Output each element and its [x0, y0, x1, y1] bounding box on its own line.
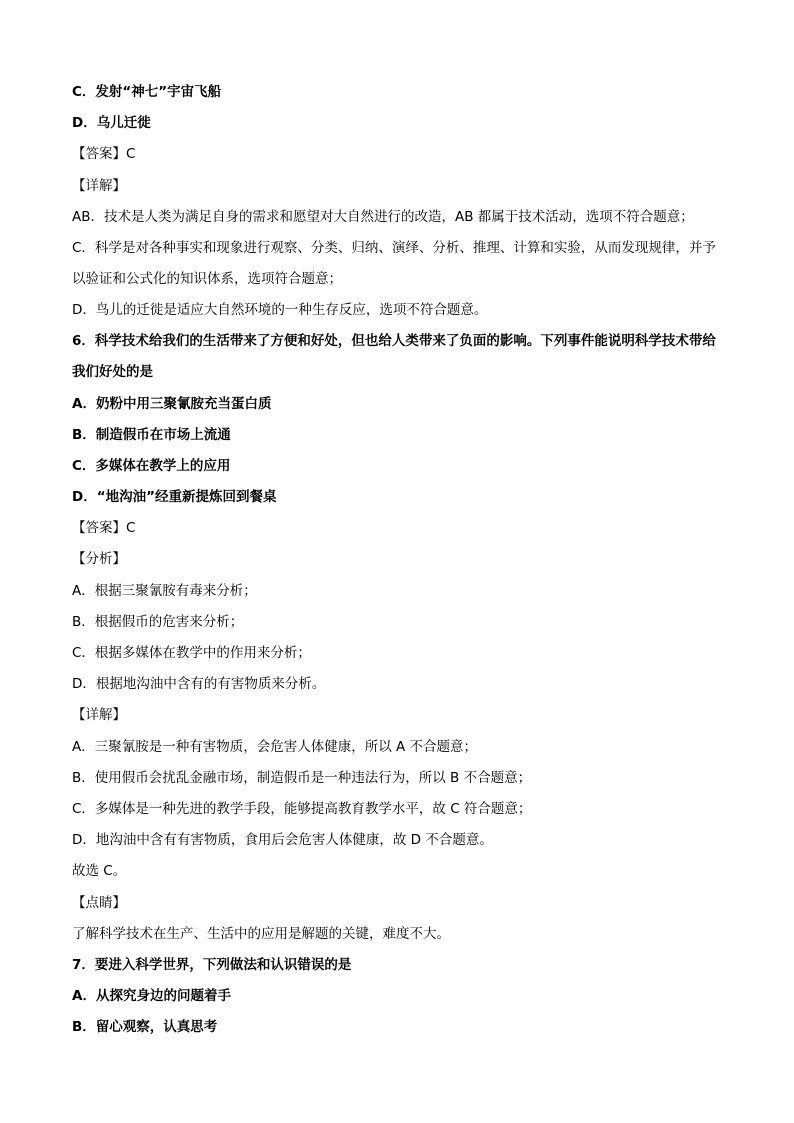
q6-analysis-d: D．根据地沟油中含有的有害物质来分析。 — [72, 676, 326, 692]
q6-detail-label: 【详解】 — [72, 707, 126, 723]
q5-answer: 【答案】C — [72, 146, 136, 162]
q6-option-d: D．“地沟油”经重新提炼回到餐桌 — [72, 489, 277, 505]
q6-analysis-a: A．根据三聚氰胺有毒来分析； — [72, 583, 257, 599]
q6-analysis-b: B．根据假币的危害来分析； — [72, 614, 244, 630]
q6-stem: 6．科学技术给我们的生活带来了方便和好处，但也给人类带来了负面的影响。下列事件能说明科学技术带给我们好处的是 — [72, 333, 716, 380]
q7-option-a: A．从探究身边的问题着手 — [72, 988, 231, 1004]
q6-comment-label: 【点睛】 — [72, 895, 126, 911]
q6-detail-d: D．地沟油中含有有害物质，食用后会危害人体健康，故 D 不合题意。 — [72, 832, 493, 848]
q5-detail-ab: AB．技术是人类为满足自身的需求和愿望对大自然进行的改造，AB 都属于技术活动，选项不符合题意； — [72, 209, 694, 225]
q6-option-b: B．制造假币在市场上流通 — [72, 427, 231, 443]
q6-option-c: C．多媒体在教学上的应用 — [72, 458, 231, 474]
q6-comment: 了解科学技术在生产、生活中的应用是解题的关键，难度不大。 — [72, 926, 450, 942]
q6-detail-c: C．多媒体是一种先进的教学手段，能够提高教育教学水平，故 C 符合题意； — [72, 801, 532, 817]
q5-detail-d: D．鸟儿的迁徙是适应大自然环境的一种生存反应，选项不符合题意。 — [72, 302, 488, 318]
q6-answer: 【答案】C — [72, 520, 136, 536]
q6-analysis-c: C．根据多媒体在教学中的作用来分析； — [72, 645, 311, 661]
q5-option-c: C．发射“神七”宇宙飞船 — [72, 84, 222, 100]
q7-stem: 7．要进入科学世界，下列做法和认识错误的是 — [72, 957, 352, 973]
q6-option-a: A．奶粉中用三聚氰胺充当蛋白质 — [72, 396, 272, 412]
q6-conclusion: 故选 C。 — [72, 863, 127, 879]
q6-detail-b: B．使用假币会扰乱金融市场，制造假币是一种违法行为，所以 B 不合题意； — [72, 770, 532, 786]
q6-detail-a: A．三聚氰胺是一种有害物质，会危害人体健康，所以 A 不合题意； — [72, 739, 478, 755]
q5-detail-c: C．科学是对各种事实和现象进行观察、分类、归纳、演绎、分析、推理、计算和实验，从而发现规律，并予以验证和公式化的知识体系，选项符合题意； — [72, 240, 716, 287]
q6-analysis-label: 【分析】 — [72, 551, 126, 567]
q5-detail-label: 【详解】 — [72, 178, 126, 194]
q7-option-b: B．留心观察，认真思考 — [72, 1019, 218, 1035]
q5-option-d: D．乌儿迁徙 — [72, 115, 151, 131]
